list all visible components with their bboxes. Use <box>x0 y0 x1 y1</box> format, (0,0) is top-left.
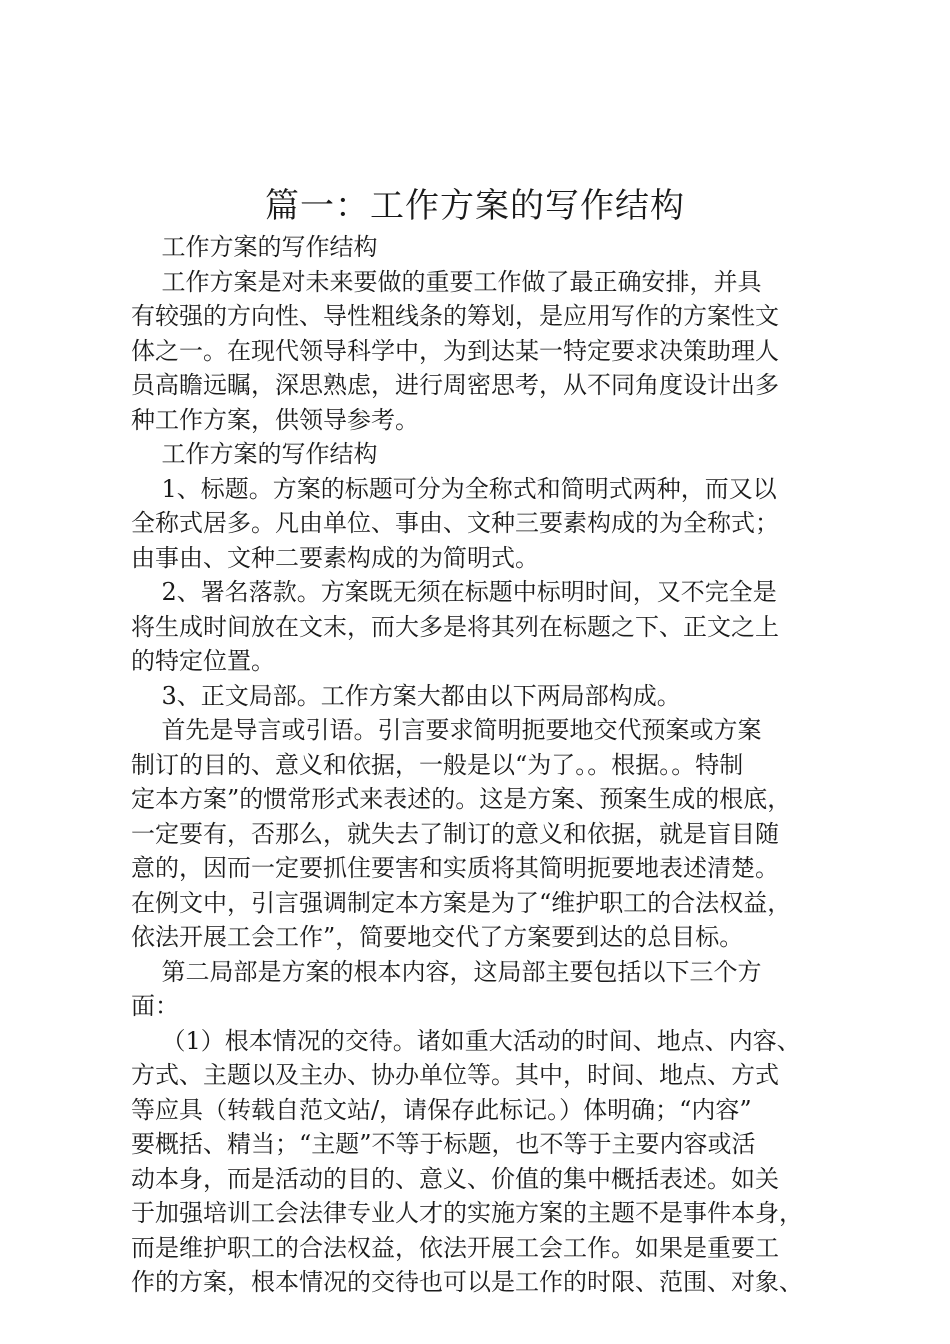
body-line: 于加强培训工会法律专业人才的实施方案的主题不是事件本身， <box>131 1199 803 1227</box>
document-title: 篇一：工作方案的写作结构 <box>265 186 685 226</box>
body-line: 1、标题。方案的标题可分为全称式和简明式两种，而又以 <box>131 474 777 503</box>
body-line: 意的，因而一定要抓住要害和实质将其简明扼要地表述清楚。 <box>131 854 779 882</box>
body-line: 工作方案的写作结构 <box>131 440 378 468</box>
body-line: 定本方案”的惯常形式来表述的。这是方案、预案生成的根底， <box>131 785 792 813</box>
body-line: 首先是导言或引语。引言要求简明扼要地交代预案或方案 <box>131 716 762 744</box>
body-line: 将生成时间放在文末，而大多是将其列在标题之下、正文之上 <box>131 612 779 641</box>
body-line: 面： <box>131 992 179 1020</box>
body-line: 而是维护职工的合法权益，依法开展工会工作。如果是重要工 <box>131 1233 779 1262</box>
body-line: 动本身，而是活动的目的、意义、价值的集中概括表述。如关 <box>131 1164 779 1193</box>
body-line: 制订的目的、意义和依据，一般是以“为了。。根据。。特制 <box>131 750 744 779</box>
document-body <box>131 230 851 1300</box>
body-line: 种工作方案，供领导参考。 <box>131 405 419 434</box>
body-line: 由事由、文种二要素构成的为简明式。 <box>131 543 539 572</box>
body-line: 全称式居多。凡由单位、事由、文种三要素构成的为全称式； <box>131 509 779 537</box>
body-line: 员高瞻远瞩，深思熟虑，进行周密思考，从不同角度设计出多 <box>131 371 779 399</box>
body-line: （1）根本情况的交待。诸如重大活动的时间、地点、内容、 <box>131 1026 801 1055</box>
body-line: 体之一。在现代领导科学中，为到达某一特定要求决策助理人 <box>131 336 779 365</box>
body-line: 等应具（转载自范文站/，请保存此标记。）体明确；“内容” <box>131 1095 752 1124</box>
body-line: 在例文中，引言强调制定本方案是为了“维护职工的合法权益， <box>131 888 792 917</box>
body-line: 有较强的方向性、导性粗线条的筹划，是应用写作的方案性文 <box>131 302 779 330</box>
body-line: 作的方案，根本情况的交待也可以是工作的时限、范围、对象、 <box>131 1268 803 1296</box>
body-line: 依法开展工会工作”，简要地交代了方案要到达的总目标。 <box>131 923 744 951</box>
body-line: 工作方案的写作结构 <box>131 233 378 261</box>
body-line: 第二局部是方案的根本内容，这局部主要包括以下三个方 <box>131 957 762 986</box>
body-line: 要概括、精当；“主题”不等于标题，也不等于主要内容或活 <box>131 1130 756 1158</box>
body-line: 3、正文局部。工作方案大都由以下两局部构成。 <box>131 681 681 710</box>
body-line: 一定要有，否那么，就失去了制订的意义和依据，就是盲目随 <box>131 819 779 848</box>
body-line: 工作方案是对未来要做的重要工作做了最正确安排，并具 <box>131 267 762 296</box>
body-line: 2、署名落款。方案既无须在标题中标明时间，又不完全是 <box>131 578 777 606</box>
body-line: 方式、主题以及主办、协办单位等。其中，时间、地点、方式 <box>131 1061 779 1089</box>
body-line: 的特定位置。 <box>131 647 275 675</box>
